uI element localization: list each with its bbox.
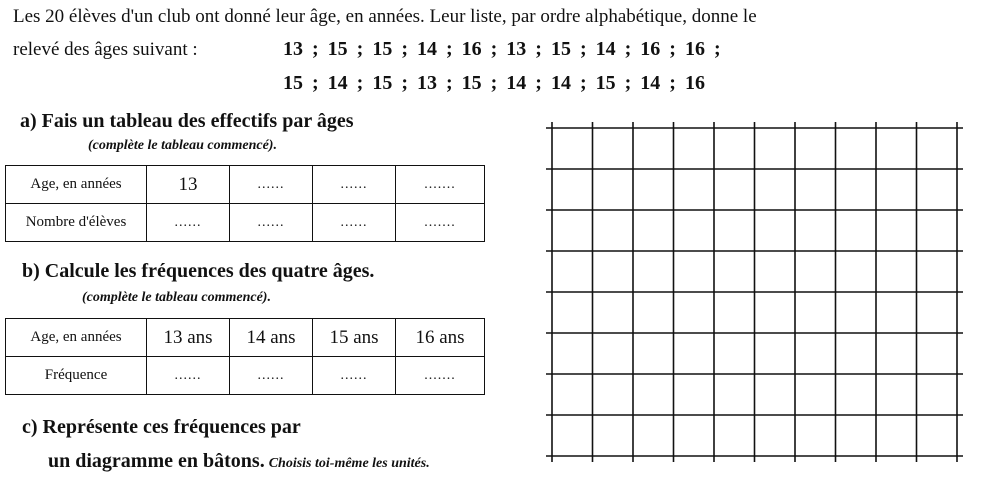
table-cell[interactable]: ....... xyxy=(396,166,485,204)
part-b-heading: b) Calcule les fréquences des quatre âges. xyxy=(22,260,375,282)
table-row xyxy=(6,357,485,395)
table-cell[interactable]: 13 xyxy=(147,166,230,204)
table-cell: 13 ans xyxy=(147,319,230,357)
intro-line-1: Les 20 élèves d'un club ont donné leur âge, en années. Leur liste, par ordre alphabétique, donne le xyxy=(13,6,757,27)
row-header-frequency: Fréquence xyxy=(6,357,147,395)
intro-line-2: relevé des âges suivant : xyxy=(13,39,198,60)
table-cell: 14 ans xyxy=(230,319,313,357)
table-cell[interactable]: ...... xyxy=(313,204,396,242)
table-cell[interactable]: ...... xyxy=(147,204,230,242)
part-c-note: Choisis toi-même les unités. xyxy=(268,456,430,471)
table-cell[interactable]: ...... xyxy=(230,357,313,395)
row-header-count: Nombre d'élèves xyxy=(6,204,147,242)
part-a-note: (complète le tableau commencé). xyxy=(88,138,277,153)
table-cell: 16 ans xyxy=(396,319,485,357)
table-row xyxy=(6,166,485,204)
row-header-age: Age, en années xyxy=(6,319,147,357)
table-row xyxy=(6,319,485,357)
table-cell[interactable]: ....... xyxy=(396,204,485,242)
part-c-heading-line-1: c) Représente ces fréquences par xyxy=(22,416,301,438)
table-cell[interactable]: ...... xyxy=(313,166,396,204)
grid-paper[interactable] xyxy=(542,120,972,465)
part-c-line-2 xyxy=(48,450,430,473)
row-header-age: Age, en années xyxy=(6,166,147,204)
ages-list-row-2: 15 ; 14 ; 15 ; 13 ; 15 ; 14 ; 14 ; 15 ; 14 ; 16 xyxy=(283,72,705,94)
ages-list-row-1: 13 ; 15 ; 15 ; 14 ; 16 ; 13 ; 15 ; 14 ; 16 ; 16 ; xyxy=(283,38,721,60)
table-cell: 15 ans xyxy=(313,319,396,357)
table-cell[interactable]: ...... xyxy=(230,166,313,204)
part-b-note: (complète le tableau commencé). xyxy=(82,290,271,305)
table-cell[interactable]: ...... xyxy=(313,357,396,395)
part-c-heading-line-2: un diagramme en bâtons. xyxy=(48,450,265,472)
table-cell[interactable]: ...... xyxy=(147,357,230,395)
table-cell[interactable]: ....... xyxy=(396,357,485,395)
table-cell[interactable]: ...... xyxy=(230,204,313,242)
part-a-heading: a) Fais un tableau des effectifs par âges xyxy=(20,110,354,132)
table-row xyxy=(6,204,485,242)
effectifs-table xyxy=(5,165,485,242)
frequences-table xyxy=(5,318,485,395)
